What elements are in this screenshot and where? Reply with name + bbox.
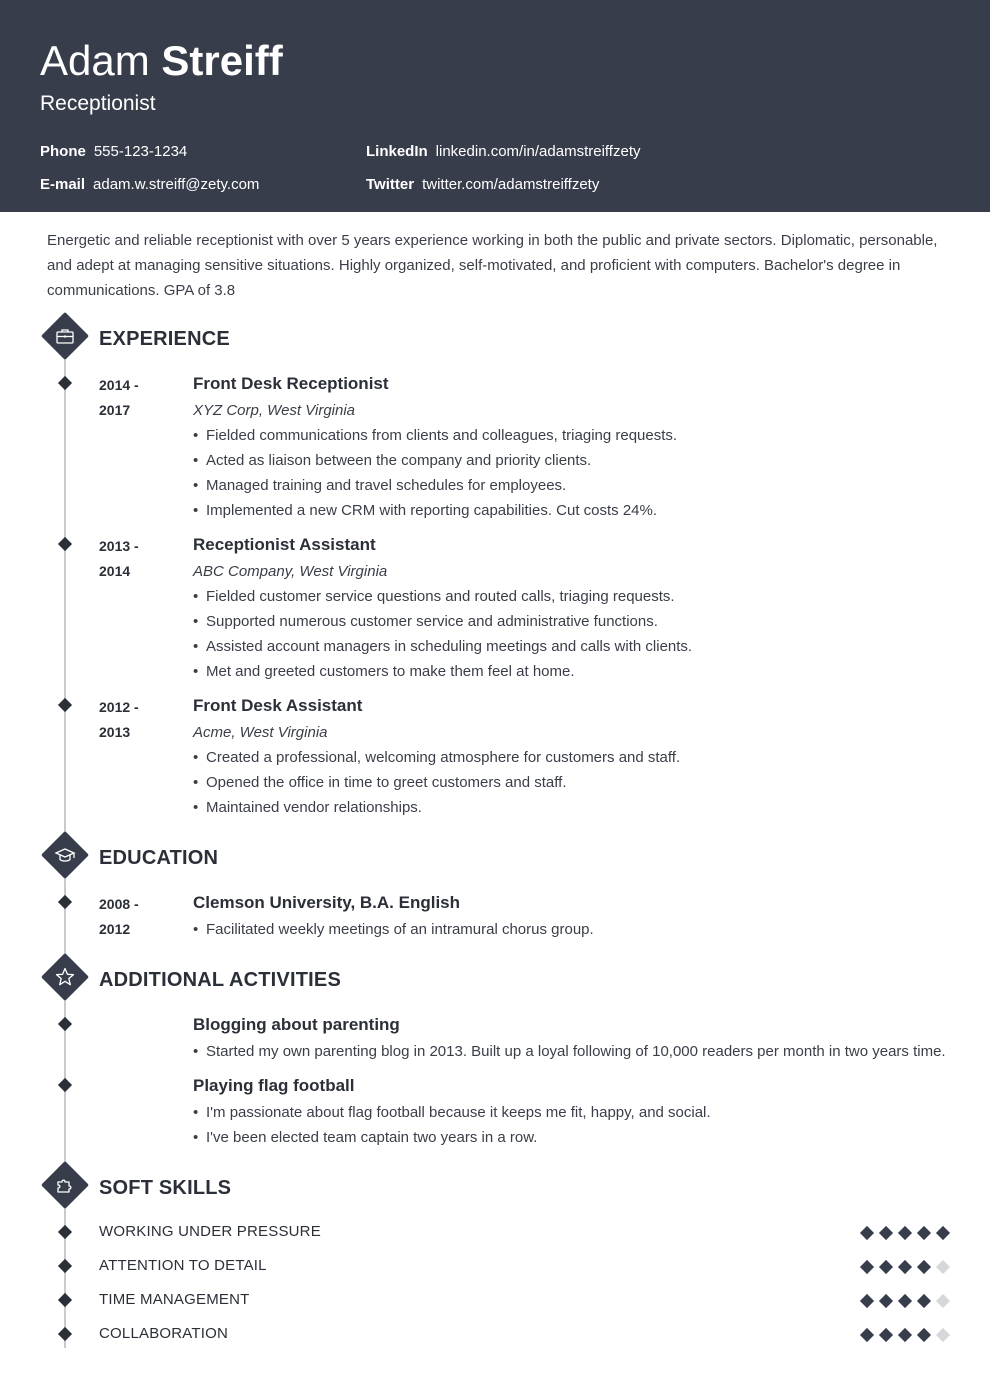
job-title: Front Desk Assistant xyxy=(193,696,363,715)
job-date-start: 2012 - xyxy=(99,699,139,715)
star-icon xyxy=(41,953,89,1001)
rating-diamond-empty xyxy=(936,1294,950,1308)
activities-heading: ADDITIONAL ACTIVITIES xyxy=(99,969,341,991)
rating-diamond-filled xyxy=(917,1260,931,1274)
job-date-end: 2014 xyxy=(99,563,131,579)
rating-diamond-filled xyxy=(898,1328,912,1342)
job-date-end: 2017 xyxy=(99,402,131,418)
activity-bullets xyxy=(193,1100,953,1150)
education-bullet: • Facilitated weekly meetings of an intramural chorus group. xyxy=(193,917,953,942)
job-date xyxy=(99,695,179,745)
rating-diamond-filled xyxy=(860,1328,874,1342)
skill-rating xyxy=(860,1260,955,1274)
activity-bullet: • I've been elected team captain two years in a row. xyxy=(193,1125,953,1150)
timeline-dot xyxy=(58,537,72,551)
rating-diamond-filled xyxy=(879,1260,893,1274)
timeline-dot xyxy=(58,1327,72,1341)
skill-name: TIME MANAGEMENT xyxy=(99,1291,250,1308)
rating-diamond-filled xyxy=(898,1226,912,1240)
job-date-start: 2014 - xyxy=(99,377,139,393)
summary-text: Energetic and reliable receptionist with over 5 years experience working in both the public and private sectors. Diplomatic, personable, and adept at managing sensitive situations. Highly organized, self-motivated, and proficient with computers. Bachelor's degree in communications. GPA of 3.8 xyxy=(47,232,938,299)
graduation-cap-icon xyxy=(41,831,89,879)
timeline-dot xyxy=(58,1259,72,1273)
education-bullets xyxy=(193,917,953,942)
contact-email-label: E-mail xyxy=(40,176,86,193)
job-bullet: • Implemented a new CRM with reporting capabilities. Cut costs 24%. xyxy=(193,498,953,523)
job-title: Receptionist xyxy=(40,92,156,115)
timeline-dot xyxy=(58,1078,72,1092)
education-title: Clemson University, B.A. English xyxy=(193,893,461,912)
job-bullet: • Created a professional, welcoming atmosphere for customers and staff. xyxy=(193,745,953,770)
activity-entry xyxy=(193,1075,953,1150)
rating-diamond-filled xyxy=(860,1260,874,1274)
job-bullets xyxy=(193,745,953,820)
rating-diamond-filled xyxy=(917,1328,931,1342)
job-title: Receptionist Assistant xyxy=(193,535,376,554)
job-date xyxy=(99,373,179,423)
contact-linkedin xyxy=(366,142,641,162)
job-bullet: • Managed training and travel schedules for employees. xyxy=(193,473,953,498)
contact-email-value[interactable]: adam.w.streiff@zety.com xyxy=(93,176,260,193)
job-company: Acme, West Virginia xyxy=(193,724,328,741)
job-bullet: • Fielded communications from clients and colleagues, triaging requests. xyxy=(193,423,953,448)
rating-diamond-filled xyxy=(898,1294,912,1308)
rating-diamond-filled xyxy=(936,1226,950,1240)
job-bullet: • Maintained vendor relationships. xyxy=(193,795,953,820)
education-date xyxy=(99,892,179,942)
education-entry xyxy=(193,892,953,942)
timeline-dot xyxy=(58,698,72,712)
job-bullet: • Acted as liaison between the company and priority clients. xyxy=(193,448,953,473)
job-company: ABC Company, West Virginia xyxy=(193,563,388,580)
contact-phone-label: Phone xyxy=(40,143,86,160)
job-entry xyxy=(193,695,953,820)
activity-title: Blogging about parenting xyxy=(193,1015,400,1034)
rating-diamond-filled xyxy=(879,1294,893,1308)
last-name: Streiff xyxy=(161,37,283,84)
skill-rating xyxy=(860,1328,955,1342)
education-date-end: 2012 xyxy=(99,921,131,937)
contact-twitter-label: Twitter xyxy=(366,176,415,193)
job-bullet: • Fielded customer service questions and routed calls, triaging requests. xyxy=(193,584,953,609)
contact-linkedin-value[interactable]: linkedin.com/in/adamstreiffzety xyxy=(435,143,641,160)
job-bullet: • Met and greeted customers to make them feel at home. xyxy=(193,659,953,684)
activity-bullet: • I'm passionate about flag football because it keeps me fit, happy, and social. xyxy=(193,1100,953,1125)
job-company: XYZ Corp, West Virginia xyxy=(193,402,356,419)
rating-diamond-filled xyxy=(917,1226,931,1240)
experience-heading: EXPERIENCE xyxy=(99,328,230,350)
activity-entry xyxy=(193,1014,973,1064)
puzzle-icon xyxy=(41,1161,89,1209)
activity-title: Playing flag football xyxy=(193,1076,355,1095)
contact-phone-value[interactable]: 555-123-1234 xyxy=(93,143,188,160)
contact-phone xyxy=(40,142,187,162)
timeline-dot xyxy=(58,1293,72,1307)
education-date-start: 2008 - xyxy=(99,896,139,912)
rating-diamond-filled xyxy=(917,1294,931,1308)
resume-header xyxy=(0,0,990,212)
skill-rating xyxy=(860,1226,955,1240)
rating-diamond-empty xyxy=(936,1260,950,1274)
briefcase-icon xyxy=(41,312,89,360)
job-bullet: • Assisted account managers in scheduling meetings and calls with clients. xyxy=(193,634,953,659)
rating-diamond-empty xyxy=(936,1328,950,1342)
education-heading: EDUCATION xyxy=(99,847,219,869)
rating-diamond-filled xyxy=(860,1294,874,1308)
contact-twitter xyxy=(366,175,599,195)
activity-bullets xyxy=(193,1039,973,1064)
rating-diamond-filled xyxy=(879,1328,893,1342)
timeline-dot xyxy=(58,376,72,390)
skill-name: WORKING UNDER PRESSURE xyxy=(99,1223,321,1240)
rating-diamond-filled xyxy=(879,1226,893,1240)
skill-name: COLLABORATION xyxy=(99,1325,229,1342)
job-entry xyxy=(193,534,953,684)
skill-name: ATTENTION TO DETAIL xyxy=(99,1257,267,1274)
job-entry xyxy=(193,373,953,523)
job-bullet: • Opened the office in time to greet customers and staff. xyxy=(193,770,953,795)
timeline-dot xyxy=(58,895,72,909)
skill-rating xyxy=(860,1294,955,1308)
job-bullets xyxy=(193,423,953,523)
timeline-dot xyxy=(58,1225,72,1239)
job-date-end: 2013 xyxy=(99,724,131,740)
candidate-name xyxy=(40,36,283,86)
contact-email xyxy=(40,175,259,195)
rating-diamond-filled xyxy=(860,1226,874,1240)
soft-skills-heading: SOFT SKILLS xyxy=(99,1177,232,1199)
contact-twitter-value[interactable]: twitter.com/adamstreiffzety xyxy=(422,176,600,193)
job-date-start: 2013 - xyxy=(99,538,139,554)
contact-linkedin-label: LinkedIn xyxy=(366,143,428,160)
job-date xyxy=(99,534,179,584)
first-name: Adam xyxy=(40,37,150,84)
job-bullets xyxy=(193,584,953,684)
job-title: Front Desk Receptionist xyxy=(193,374,389,393)
job-bullet: • Supported numerous customer service and administrative functions. xyxy=(193,609,953,634)
timeline-dot xyxy=(58,1017,72,1031)
rating-diamond-filled xyxy=(898,1260,912,1274)
activity-bullet: • Started my own parenting blog in 2013. Built up a loyal following of 10,000 readers per month in two years time. xyxy=(193,1039,973,1064)
